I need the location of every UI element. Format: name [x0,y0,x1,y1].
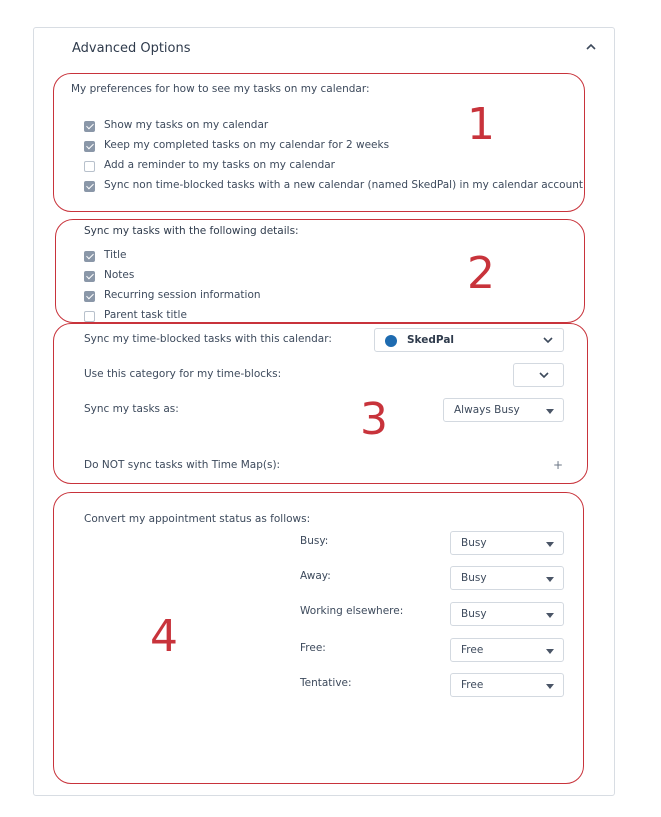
checkbox-sync-non-time-blocked[interactable] [84,181,95,192]
checkbox-label: Sync non time-blocked tasks with a new calendar (named SkedPal) in my calendar account [104,179,584,191]
checkbox-label: Notes [104,269,135,281]
checkbox-label: Keep my completed tasks on my calendar for 2 weeks [104,139,390,151]
caret-down-icon [546,649,554,654]
status-row-label: Busy: [300,535,329,547]
caret-down-icon [546,409,554,414]
caret-down-icon [546,684,554,689]
category-label: Use this category for my time-blocks: [84,368,282,380]
sync-as-label: Sync my tasks as: [84,403,179,415]
checkbox-label: Recurring session information [104,289,261,301]
calendar-color-dot [385,335,397,347]
status-select-value: Free [461,644,484,656]
section1-heading: My preferences for how to see my tasks on my calendar: [71,83,370,95]
caret-down-icon [546,613,554,618]
calendar-select-value: SkedPal [407,334,454,346]
caret-down-icon [546,542,554,547]
status-row-label: Tentative: [300,677,352,689]
chevron-up-icon[interactable] [584,40,598,54]
annotation-number-3: 3 [360,394,388,445]
panel-title: Advanced Options [72,41,191,56]
status-select-busy[interactable] [450,531,564,555]
status-select-value: Busy [461,572,487,584]
checkbox-label: Show my tasks on my calendar [104,119,269,131]
section2-heading: Sync my tasks with the following details: [84,225,299,237]
chevron-down-icon [543,336,553,344]
checkbox-label: Parent task title [104,309,187,321]
status-select-working-elsewhere[interactable] [450,602,564,626]
annotation-number-4: 4 [150,611,178,662]
status-select-value: Busy [461,608,487,620]
status-row-label: Free: [300,642,326,654]
checkbox-label: Add a reminder to my tasks on my calendar [104,159,335,171]
checkbox-parent-task-title[interactable] [84,311,95,322]
status-select-tentative[interactable] [450,673,564,697]
status-select-value: Busy [461,537,487,549]
annotation-number-1: 1 [467,99,495,150]
add-timemap-icon[interactable]: + [553,458,564,472]
sync-as-select-value: Always Busy [454,404,520,416]
checkbox-show-tasks[interactable] [84,121,95,132]
annotation-number-2: 2 [467,248,495,299]
checkbox-notes[interactable] [84,271,95,282]
status-row-label: Working elsewhere: [300,605,404,617]
status-select-free[interactable] [450,638,564,662]
checkbox-keep-completed[interactable] [84,141,95,152]
calendar-label: Sync my time-blocked tasks with this calendar: [84,333,332,345]
timemap-label: Do NOT sync tasks with Time Map(s): [84,459,281,471]
category-select[interactable] [513,363,564,387]
caret-down-icon [546,577,554,582]
checkbox-label: Title [104,249,127,261]
checkbox-add-reminder[interactable] [84,161,95,172]
checkbox-title[interactable] [84,251,95,262]
status-select-away[interactable] [450,566,564,590]
checkbox-recurring-session[interactable] [84,291,95,302]
calendar-select[interactable] [374,328,564,352]
chevron-down-icon [539,371,549,379]
status-row-label: Away: [300,570,331,582]
sync-as-select[interactable] [443,398,564,422]
section4-heading: Convert my appointment status as follows: [84,513,311,525]
status-select-value: Free [461,679,484,691]
